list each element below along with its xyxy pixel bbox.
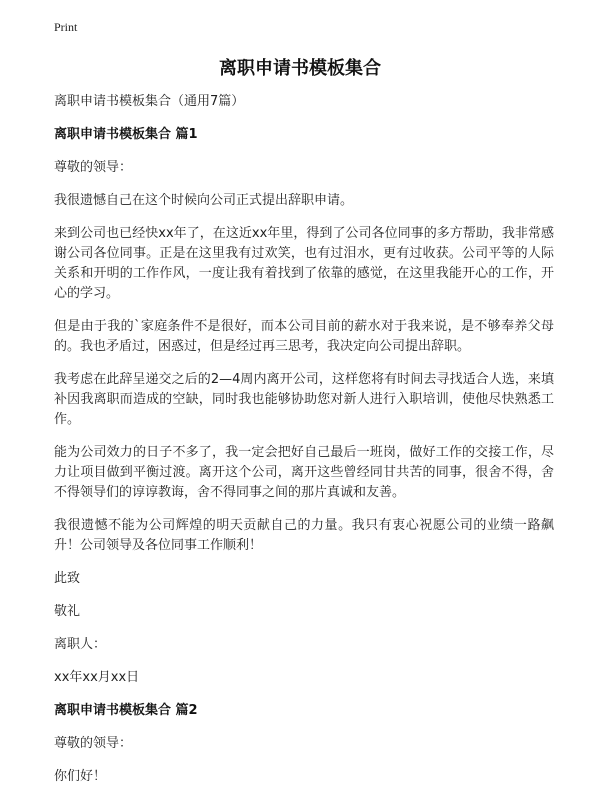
date-line: xx年xx月xx日 [54, 670, 140, 685]
paragraph: 但是由于我的`家庭条件不是很好，而本公司目前的薪水对于我来说，是不够奉养父母的。我也矛盾过，困惑过，但是经过再三思考，我决定向公司提出辞职。 [54, 319, 554, 354]
greeting: 尊敬的领导： [54, 736, 133, 751]
greeting: 尊敬的领导： [54, 160, 133, 175]
hello-line: 你们好！ [54, 769, 107, 784]
document-subtitle: 离职申请书模板集合（通用7篇） [54, 94, 245, 109]
document-title: 离职申请书模板集合 [219, 58, 381, 79]
section-heading-2: 离职申请书模板集合 篇2 [54, 703, 198, 718]
closing-salute: 敬礼 [54, 604, 81, 619]
print-link[interactable]: Print [54, 20, 78, 34]
paragraph: 我很遗憾不能为公司辉煌的明天贡献自己的力量。我只有衷心祝愿公司的业绩一路飙升！公司领导及各位同事工作顺利！ [54, 518, 554, 553]
paragraph: 能为公司效力的日子不多了，我一定会把好自己最后一班岗，做好工作的交接工作，尽力让项目做到平衡过渡。离开这个公司，离开这些曾经同甘共苦的同事，很舍不得，舍不得领导们的谆谆教诲，舍不得同事之间的那片真诚和友善。 [54, 445, 554, 500]
closing-line: 此致 [54, 571, 81, 586]
signer-label: 离职人： [54, 637, 107, 652]
paragraph: 来到公司也已经快xx年了，在这近xx年里，得到了公司各位同事的多方帮助，我非常感谢公司各位同事。正是在这里我有过欢笑，也有过泪水，更有过收获。公司平等的人际关系和开明的工作作风，一度让我有着找到了依靠的感觉，在这里我能开心的工作，开心的学习。 [54, 226, 554, 301]
section-heading-1: 离职申请书模板集合 篇1 [54, 127, 198, 142]
paragraph: 我很遗憾自己在这个时候向公司正式提出辞职申请。 [54, 193, 354, 208]
document-body [54, 92, 554, 800]
paragraph: 我考虑在此辞呈递交之后的2—4周内离开公司，这样您将有时间去寻找适合人选，来填补因我离职而造成的空缺，同时我也能够协助您对新人进行入职培训，使他尽快熟悉工作。 [54, 372, 554, 427]
